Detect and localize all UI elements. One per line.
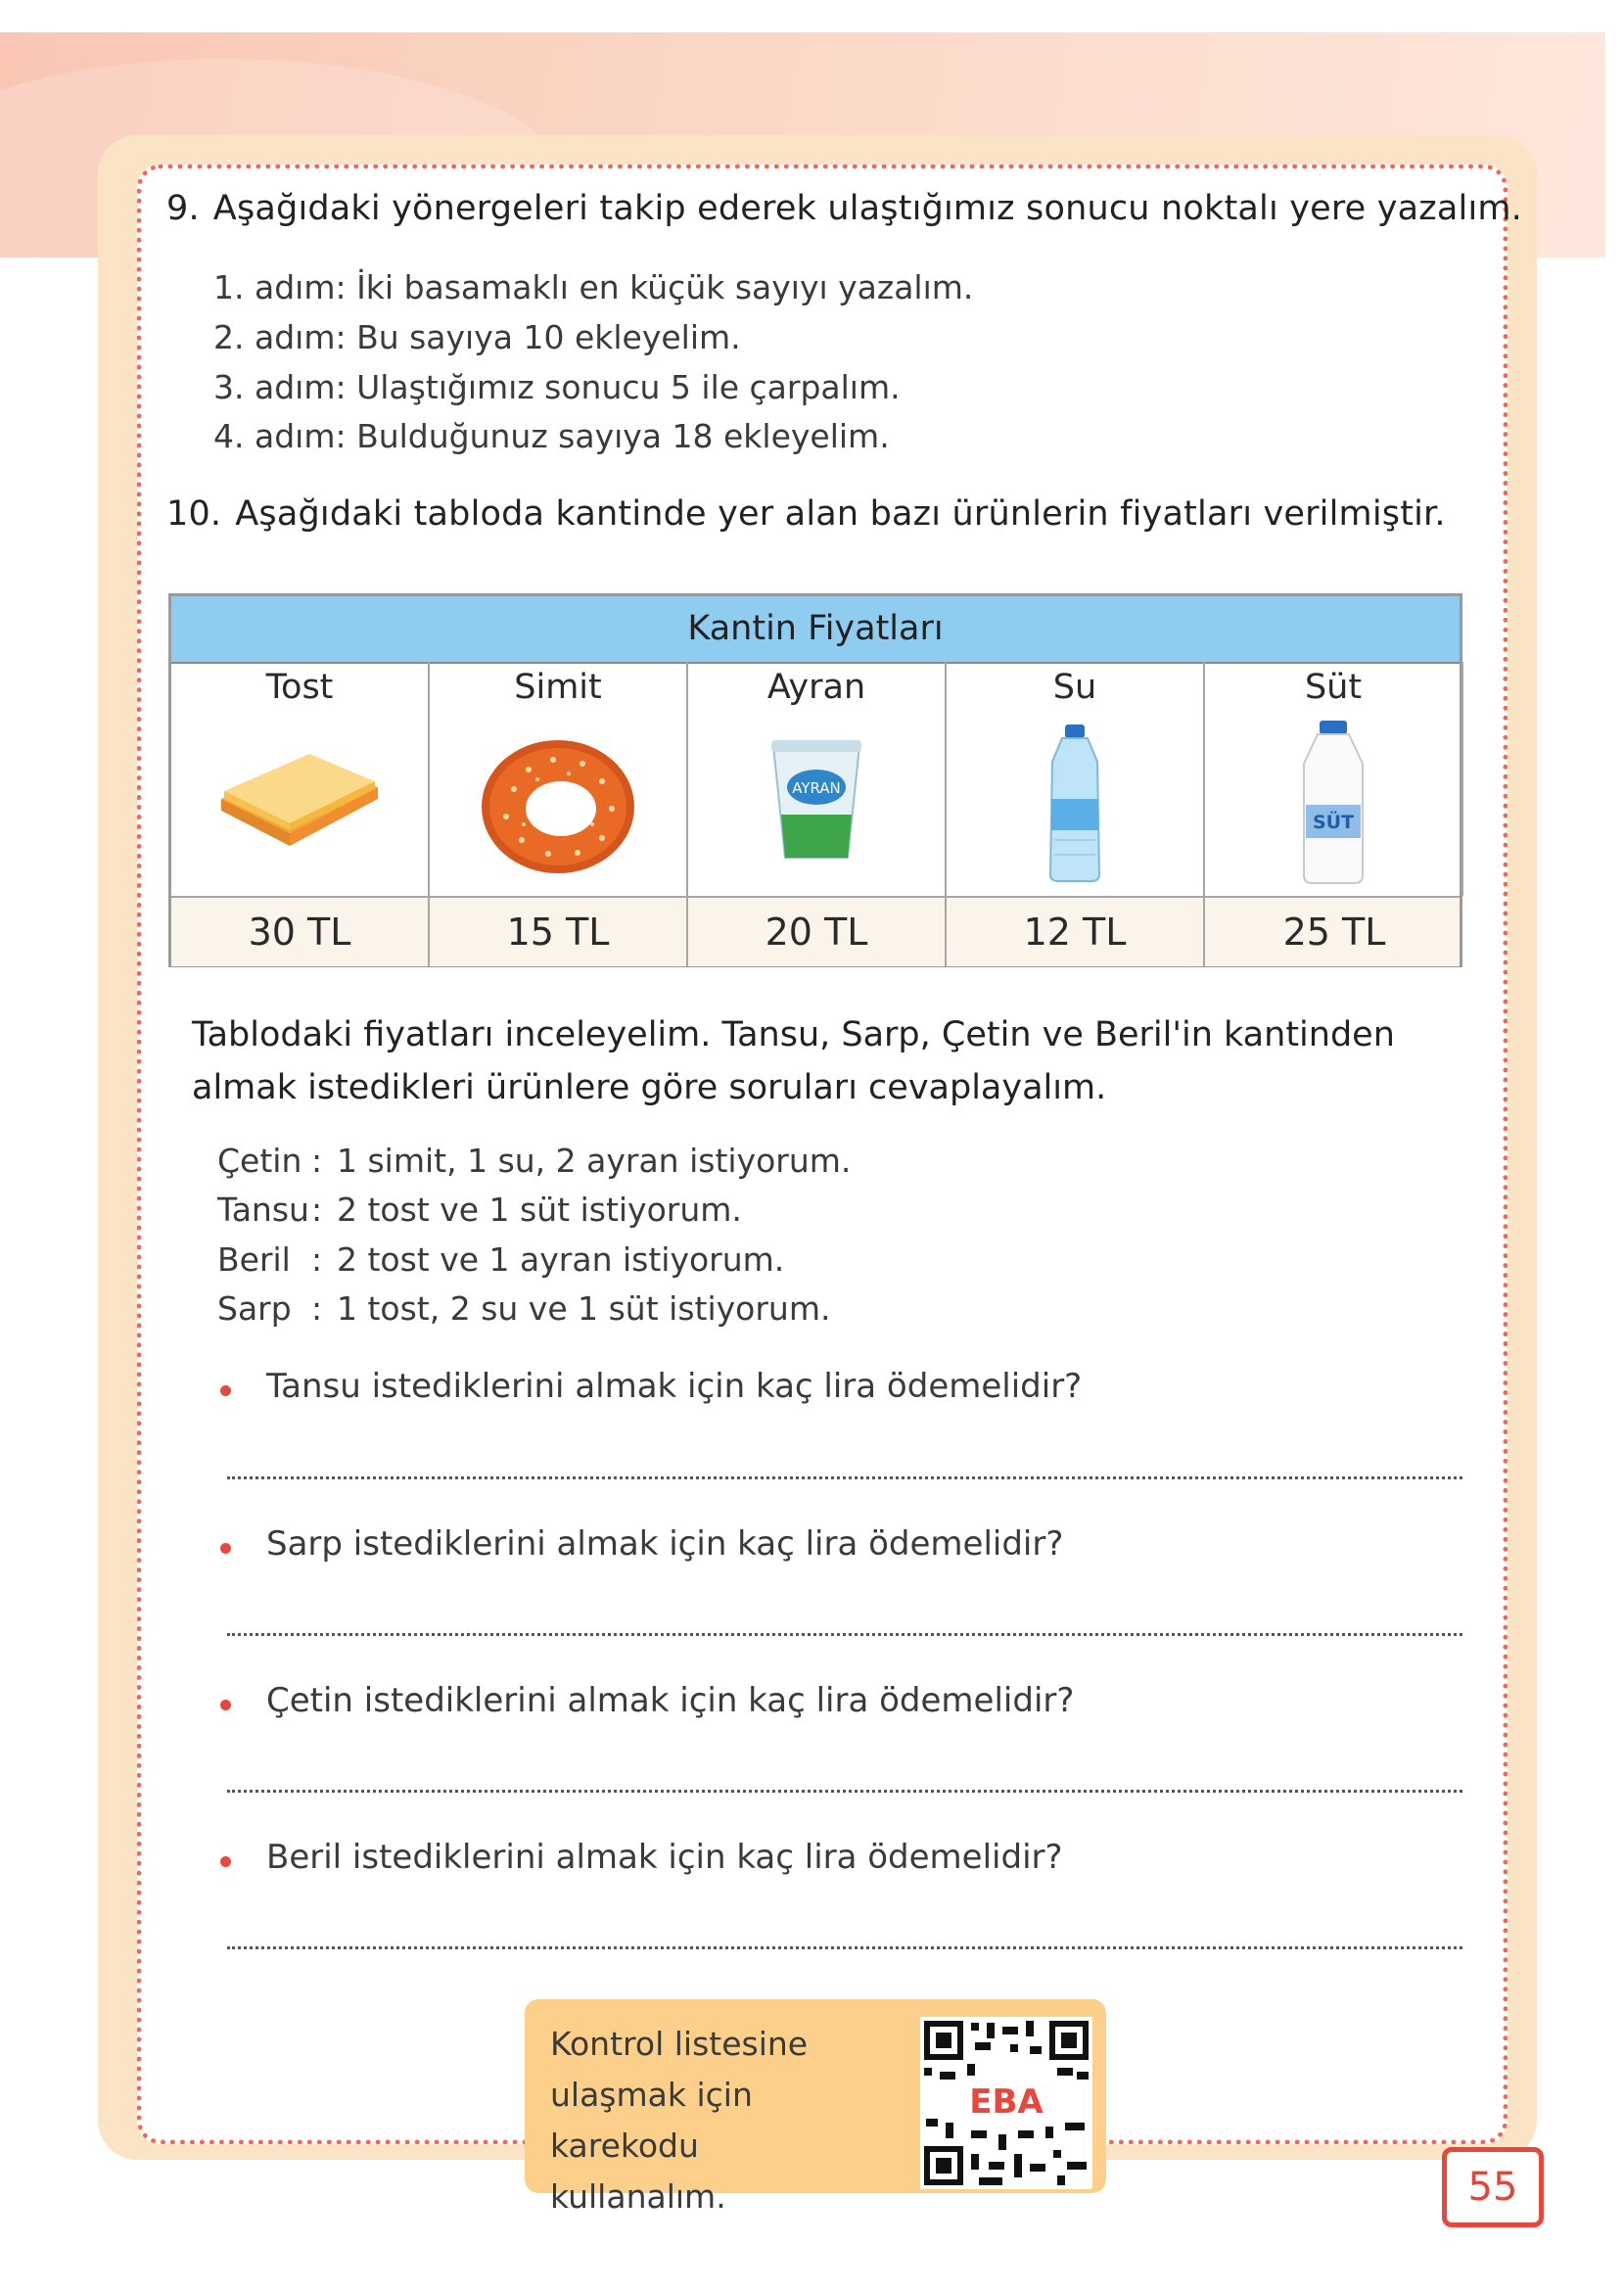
milk-label: SÜT — [1312, 812, 1355, 833]
table-cell-sut — [1205, 662, 1463, 896]
ayran-label: AYRAN — [792, 779, 841, 797]
person-name: Tansu — [217, 1191, 309, 1229]
colon: : — [311, 1142, 323, 1180]
table-title: Kantin Fiyatları — [171, 596, 1460, 664]
bullet-icon — [220, 1856, 231, 1867]
question-9-title — [166, 189, 1522, 228]
colon: : — [311, 1191, 323, 1229]
step-4: 4. adım: Bulduğunuz sayıya 18 ekleyelim. — [213, 417, 890, 455]
page-number: 55 — [1442, 2147, 1544, 2227]
price-simit: 15 TL — [430, 898, 688, 966]
question-9-text: Aşağıdaki yönergeleri takip ederek ulaştığımız sonucu noktalı yere yazalım. — [212, 189, 1522, 228]
price-row — [171, 896, 1460, 966]
water-bottle-icon — [1041, 723, 1109, 884]
question-sarp: Sarp istediklerini almak için kaç lira ödemelidir? — [266, 1524, 1064, 1564]
qr-code-icon[interactable] — [920, 2017, 1092, 2189]
question-10-text: Aşağıdaki tabloda kantinde yer alan bazı ürünlerin fiyatları verilmiştir. — [235, 494, 1446, 534]
answer-line-beril[interactable] — [227, 1946, 1462, 1949]
qr-line: kullanalım. — [550, 2177, 726, 2216]
person-cetin — [217, 1142, 851, 1180]
question-beril: Beril istediklerini almak için kaç lira ödemelidir? — [266, 1838, 1063, 1877]
person-beril — [217, 1240, 784, 1279]
bullet-icon — [220, 1543, 231, 1554]
colon: : — [311, 1289, 323, 1328]
step-2: 2. adım: Bu sayıya 10 ekleyelim. — [213, 318, 741, 356]
person-request: 1 tost, 2 su ve 1 süt istiyorum. — [337, 1289, 831, 1328]
qr-line: ulaşmak için karekodu — [550, 2076, 753, 2165]
qr-info-box — [525, 1999, 1106, 2216]
qr-line: Kontrol listesine — [550, 2025, 809, 2063]
question-10-title — [166, 494, 1446, 534]
ayran-cup-icon — [767, 736, 865, 864]
intro-paragraph: Tablodaki fiyatları inceleyelim. Tansu, Sarp, Çetin ve Beril'in kantinden almak istedikleri ürünlere göre soruları cevaplayalım. — [192, 1015, 1395, 1107]
table-cell-su — [947, 662, 1205, 896]
person-request: 2 tost ve 1 ayran istiyorum. — [337, 1240, 785, 1279]
toast-icon — [216, 740, 383, 858]
bullet-icon — [220, 1700, 231, 1710]
person-name: Beril — [217, 1240, 291, 1279]
item-name: Su — [1052, 668, 1097, 707]
milk-bottle-icon — [1294, 719, 1372, 887]
colon: : — [311, 1240, 323, 1279]
question-tansu: Tansu istediklerini almak için kaç lira ödemelidir? — [266, 1367, 1083, 1406]
simit-icon — [475, 730, 641, 877]
table-cell-tost — [171, 662, 430, 896]
price-su: 12 TL — [947, 898, 1205, 966]
step-1: 1. adım: İki basamaklı en küçük sayıyı yazalım. — [213, 268, 974, 306]
item-name: Ayran — [766, 668, 866, 707]
step-3: 3. adım: Ulaştığımız sonucu 5 ile çarpalım. — [213, 368, 901, 406]
table-cell-ayran — [688, 662, 947, 896]
question-9-number: 9. — [166, 189, 200, 228]
person-tansu — [217, 1191, 742, 1229]
person-sarp — [217, 1289, 830, 1328]
item-name: Simit — [514, 668, 602, 707]
answer-line-sarp[interactable] — [227, 1633, 1462, 1636]
qr-instruction — [550, 2019, 903, 2222]
person-request: 2 tost ve 1 süt istiyorum. — [337, 1191, 742, 1229]
table-cell-simit — [430, 662, 688, 896]
price-table — [168, 593, 1462, 967]
person-name: Çetin — [217, 1142, 302, 1180]
item-name: Süt — [1304, 668, 1363, 707]
person-name: Sarp — [217, 1289, 292, 1328]
price-sut: 25 TL — [1282, 911, 1386, 954]
person-request: 1 simit, 1 su, 2 ayran istiyorum. — [337, 1142, 852, 1180]
answer-line-tansu[interactable] — [227, 1476, 1462, 1479]
question-10-number: 10. — [166, 494, 222, 534]
answer-line-cetin[interactable] — [227, 1790, 1462, 1793]
bullet-icon — [220, 1385, 231, 1396]
price-tost: 30 TL — [171, 898, 430, 966]
question-cetin: Çetin istediklerini almak için kaç lira ödemelidir? — [266, 1681, 1075, 1720]
item-name: Tost — [265, 668, 334, 707]
price-ayran: 20 TL — [688, 898, 947, 966]
eba-logo: EBA — [969, 2082, 1044, 2122]
